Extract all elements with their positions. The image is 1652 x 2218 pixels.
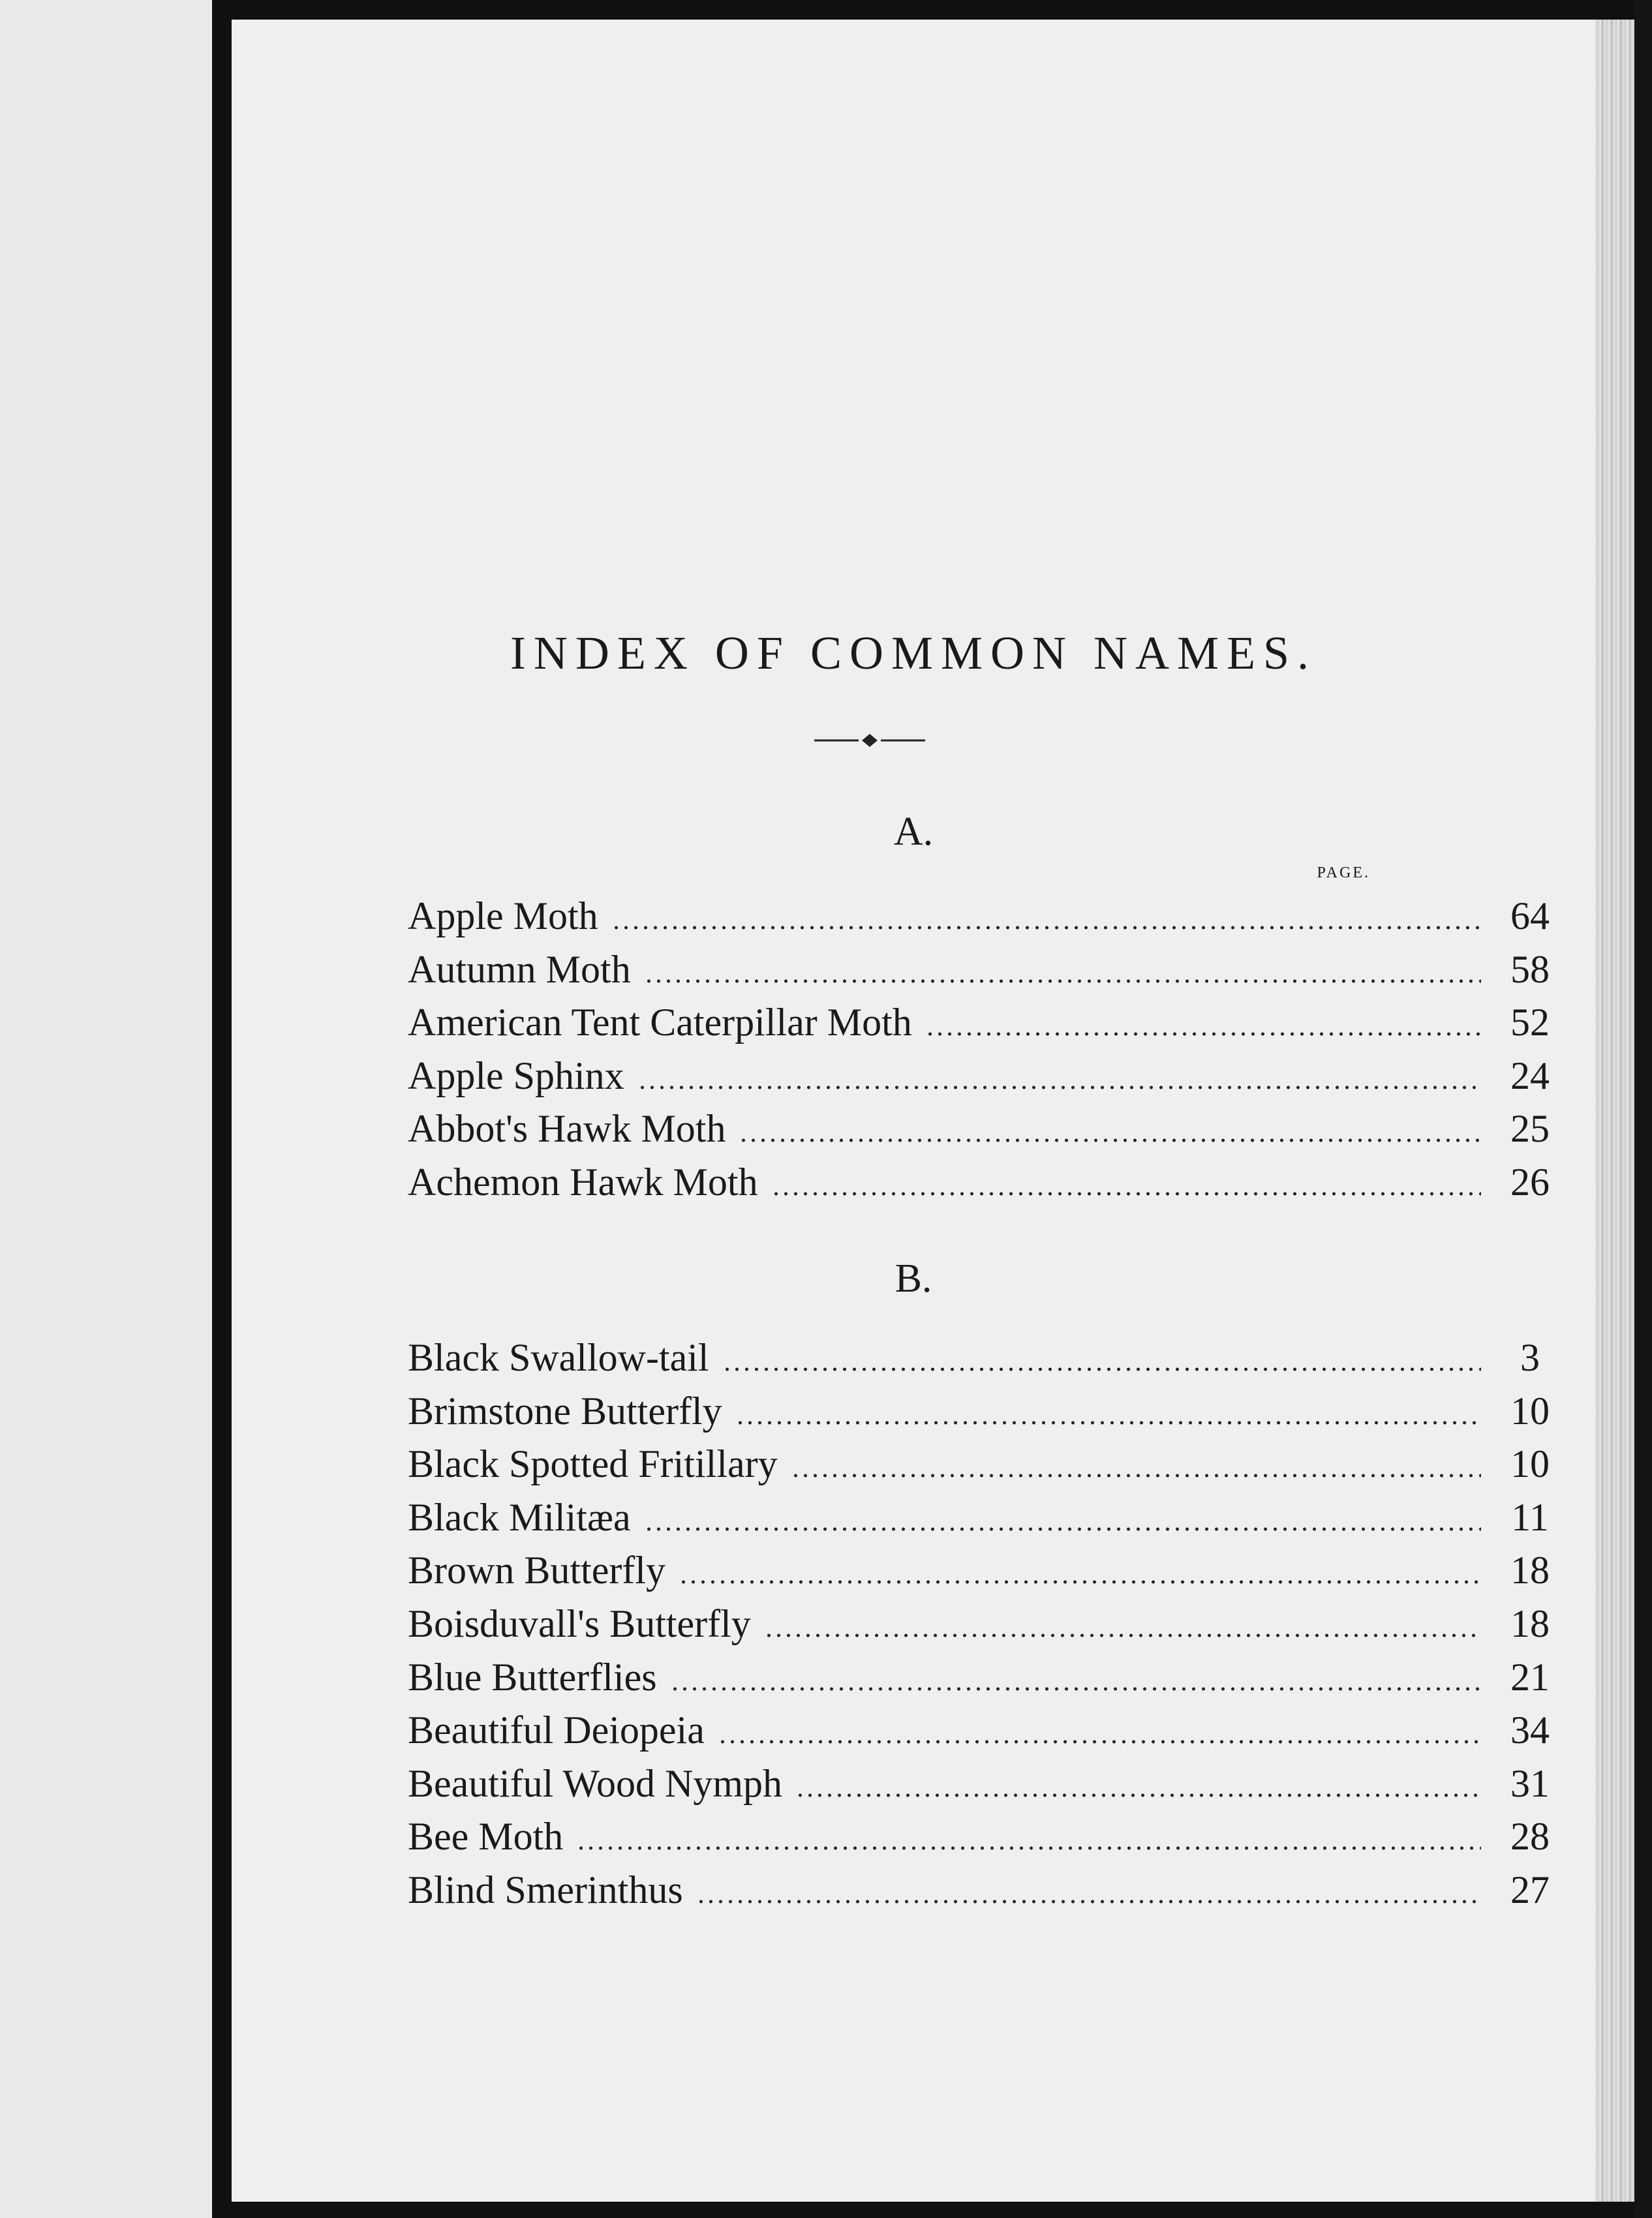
dot-leader: [611, 924, 1481, 931]
dot-leader: [670, 1686, 1481, 1692]
entry-page-number: 28: [1510, 1815, 1550, 1859]
entry-page-number: 25: [1510, 1107, 1550, 1151]
entry-name: Black Militæa: [408, 1495, 631, 1539]
dot-leader: [679, 1579, 1481, 1585]
entry-page-number: 11: [1511, 1495, 1549, 1539]
index-entry: [408, 1102, 1566, 1155]
entry-name: Apple Sphinx: [408, 1054, 624, 1097]
index-entry: [408, 1810, 1566, 1863]
entry-page-number: 18: [1510, 1602, 1550, 1645]
entry-name: Black Spotted Fritillary: [408, 1442, 778, 1486]
diamond-ornament-icon: [814, 731, 925, 750]
entry-page-number: 64: [1510, 894, 1550, 937]
dot-leader: [696, 1898, 1481, 1905]
dot-leader: [722, 1366, 1481, 1373]
index-entry: [408, 1331, 1566, 1384]
entry-page-number: 58: [1510, 947, 1550, 991]
page-column-label: PAGE.: [1317, 864, 1370, 881]
dot-leader: [718, 1739, 1481, 1745]
entry-name: Brown Butterfly: [408, 1549, 665, 1592]
entry-page-number: 26: [1510, 1161, 1550, 1204]
entry-page-number: 27: [1510, 1868, 1550, 1911]
entry-name: Black Swallow-tail: [408, 1336, 709, 1379]
entry-page-number: 34: [1510, 1709, 1550, 1752]
entry-name: Bee Moth: [408, 1815, 564, 1859]
entry-page-number: 3: [1520, 1336, 1540, 1379]
book-gutter: [212, 0, 232, 2218]
index-entry: [408, 1757, 1566, 1810]
dot-leader: [795, 1792, 1481, 1799]
dot-leader: [791, 1472, 1481, 1479]
entry-name: Achemon Hawk Moth: [408, 1161, 758, 1204]
dot-leader: [764, 1632, 1481, 1639]
index-entry: [408, 1384, 1566, 1438]
index-entry: [408, 1597, 1566, 1650]
entry-name: Blind Smerinthus: [408, 1868, 683, 1911]
entry-page-number: 21: [1510, 1655, 1550, 1699]
dot-leader: [925, 1031, 1481, 1037]
index-entry: [408, 1049, 1566, 1102]
dot-leader: [644, 1526, 1481, 1532]
index-entry: [408, 1650, 1566, 1704]
index-entry: [408, 1437, 1566, 1491]
index-entry: [408, 1703, 1566, 1757]
index-entry: [408, 1155, 1566, 1209]
entry-name: Brimstone Butterfly: [408, 1389, 722, 1433]
entry-page-number: 24: [1510, 1054, 1550, 1097]
dot-leader: [739, 1137, 1481, 1144]
index-entry: [408, 1543, 1566, 1597]
dot-leader: [637, 1084, 1481, 1091]
entry-page-number: 31: [1510, 1761, 1550, 1805]
scan-border-right: [1634, 0, 1652, 2218]
entry-name: Beautiful Deiopeia: [408, 1709, 705, 1752]
index-entry: [408, 1863, 1566, 1917]
index-entry: [408, 1491, 1566, 1544]
dot-leader: [735, 1420, 1481, 1426]
facing-page: [0, 0, 212, 2218]
entry-page-number: 10: [1510, 1442, 1550, 1486]
entry-name: Boisduvall's Butterfly: [408, 1602, 751, 1645]
section-letter-b: B.: [895, 1256, 932, 1301]
entry-name: Beautiful Wood Nymph: [408, 1761, 783, 1805]
entry-page-number: 52: [1510, 1001, 1550, 1044]
scan-border-top: [232, 0, 1634, 20]
section-letter-a: A.: [893, 810, 934, 854]
entry-name: Blue Butterflies: [408, 1655, 657, 1699]
scan-border-bottom: [232, 2202, 1634, 2218]
entry-name: American Tent Caterpillar Moth: [408, 1001, 912, 1044]
index-entry: [408, 889, 1566, 943]
index-page: [232, 20, 1595, 2202]
dot-leader: [576, 1845, 1481, 1851]
entry-name: Apple Moth: [408, 894, 598, 937]
page-title: INDEX OF COMMON NAMES.: [510, 627, 1317, 679]
entry-name: Abbot's Hawk Moth: [408, 1107, 726, 1151]
entry-page-number: 18: [1510, 1549, 1550, 1592]
index-entry: [408, 995, 1566, 1049]
entry-page-number: 10: [1510, 1389, 1550, 1433]
dot-leader: [771, 1191, 1481, 1197]
index-entry: [408, 943, 1566, 996]
page-edges: [1595, 20, 1634, 2202]
entry-name: Autumn Moth: [408, 947, 631, 991]
dot-leader: [644, 978, 1481, 984]
